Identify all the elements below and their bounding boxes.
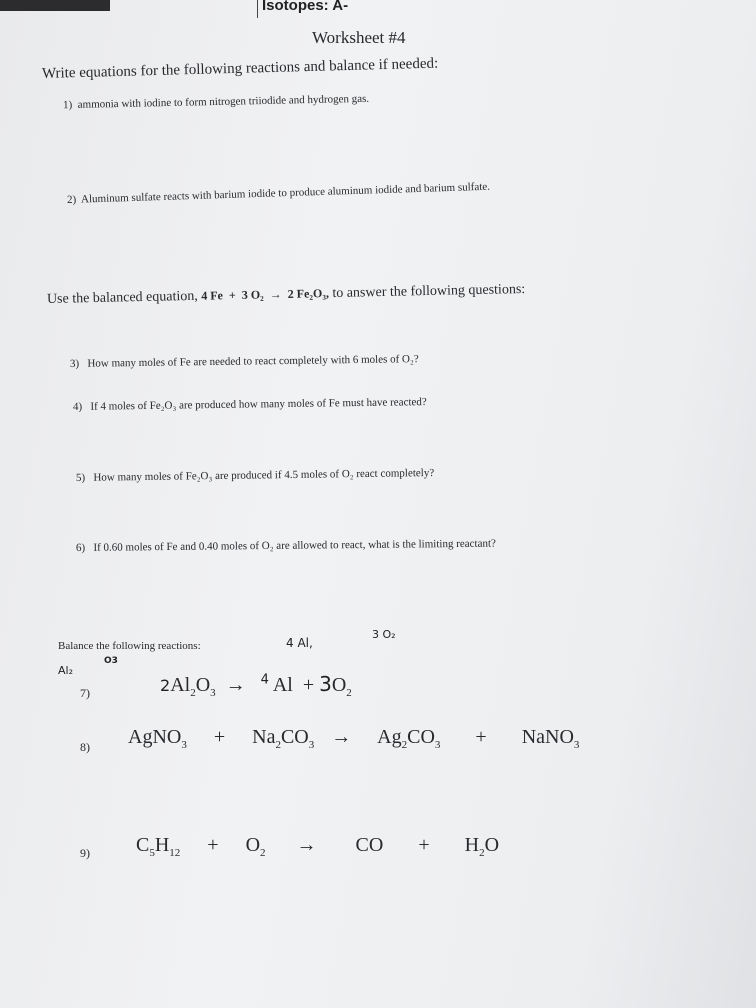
handwritten-note: 3 O₂ — [372, 628, 396, 641]
q-number: 4) — [72, 400, 83, 413]
isotopes-label: Isotopes: A- — [262, 0, 349, 14]
formula: CO — [355, 834, 384, 856]
question-3 — [70, 353, 419, 370]
q-number: 5) — [75, 471, 86, 484]
question-2 — [67, 181, 490, 206]
handwritten-note: Al₂ — [58, 664, 73, 677]
q-number: 1) — [62, 99, 73, 112]
q8-number: 8) — [80, 740, 90, 754]
formula: Al — [272, 674, 293, 696]
divider — [257, 0, 258, 18]
question-6 — [76, 538, 496, 554]
plus: + — [302, 674, 315, 696]
q-text: Aluminum sulfate reacts with barium iodide to produce aluminum iodide and barium sulfate. — [80, 180, 491, 206]
formula: Ag — [377, 726, 402, 748]
subscript: 2 — [190, 687, 196, 699]
subscript: 3 — [308, 739, 315, 751]
subscript: 3 — [434, 739, 441, 751]
prefix: Use the balanced equation, — [46, 288, 198, 307]
subscript: 12 — [169, 847, 181, 859]
q-text: If 0.60 moles of Fe and 0.40 moles of O₂ are allowed to react, what is the limiting reactant? — [93, 537, 496, 554]
formula: NaNO — [521, 726, 574, 748]
subscript: 2 — [275, 739, 281, 751]
formula: O — [331, 674, 347, 696]
q-number: 6) — [75, 541, 86, 554]
formula: H — [464, 834, 480, 856]
subscript: 2 — [260, 847, 266, 859]
plus: + — [207, 834, 219, 856]
q-text: ammonia with iodine to form nitrogen triiodide and hydrogen gas. — [77, 92, 370, 111]
arrow: → — [225, 674, 246, 696]
plus: + — [475, 726, 487, 748]
question-1 — [63, 93, 369, 111]
use-equation-line — [47, 282, 526, 308]
question-4 — [73, 396, 427, 413]
subscript: 3 — [573, 739, 580, 751]
subscript: 2 — [479, 847, 485, 859]
worksheet-title: Worksheet #4 — [312, 28, 406, 47]
balanced-equation: 4 Fe + 3 O₂ → 2 Fe₂O₃, — [201, 286, 330, 303]
formula: C — [136, 834, 150, 856]
subscript: 3 — [181, 739, 187, 751]
plus: + — [213, 726, 226, 748]
equation-8 — [128, 726, 579, 751]
suffix: to answer the following questions: — [332, 281, 526, 302]
handwritten-note: 4 Al, — [286, 636, 313, 650]
formula: Na — [252, 726, 276, 748]
equation-9 — [136, 834, 499, 859]
arrow: → — [296, 834, 317, 856]
subscript: 5 — [149, 847, 155, 859]
q-text: If 4 moles of Fe₂O₃ are produced how many moles of Fe must have reacted? — [90, 396, 427, 413]
arrow: → — [331, 726, 352, 748]
handwritten-note: O3 — [104, 656, 118, 666]
formula: CO — [407, 726, 435, 748]
question-5 — [76, 467, 434, 484]
equation-7 — [160, 672, 352, 699]
dark-object — [0, 0, 110, 11]
formula: AgNO — [128, 726, 182, 748]
instruction: Write equations for the following reactions and balance if needed: — [41, 55, 439, 82]
formula: O — [245, 834, 261, 856]
formula: H — [154, 834, 170, 856]
q7-number: 7) — [80, 686, 90, 700]
formula: Al — [170, 674, 191, 696]
q9-number: 9) — [80, 846, 90, 860]
q-text: How many moles of Fe are needed to react completely with 6 moles of O₂? — [87, 353, 419, 370]
handwritten-coefficient: 3 — [319, 672, 332, 696]
formula: O — [195, 674, 211, 696]
q-number: 2) — [66, 193, 77, 206]
balance-heading: Balance the following reactions: — [58, 640, 201, 652]
q-text: How many moles of Fe₂O₃ are produced if 4.5 moles of O₂ react completely? — [93, 466, 435, 484]
subscript: 2 — [401, 739, 408, 751]
formula: O — [484, 834, 500, 856]
handwritten-coefficient: 2 — [160, 676, 171, 695]
handwritten-coefficient: 4 — [260, 672, 269, 688]
q-number: 3) — [69, 357, 80, 370]
plus: + — [418, 834, 430, 856]
subscript: 3 — [210, 687, 216, 699]
formula: CO — [280, 726, 309, 748]
subscript: 2 — [346, 687, 352, 699]
